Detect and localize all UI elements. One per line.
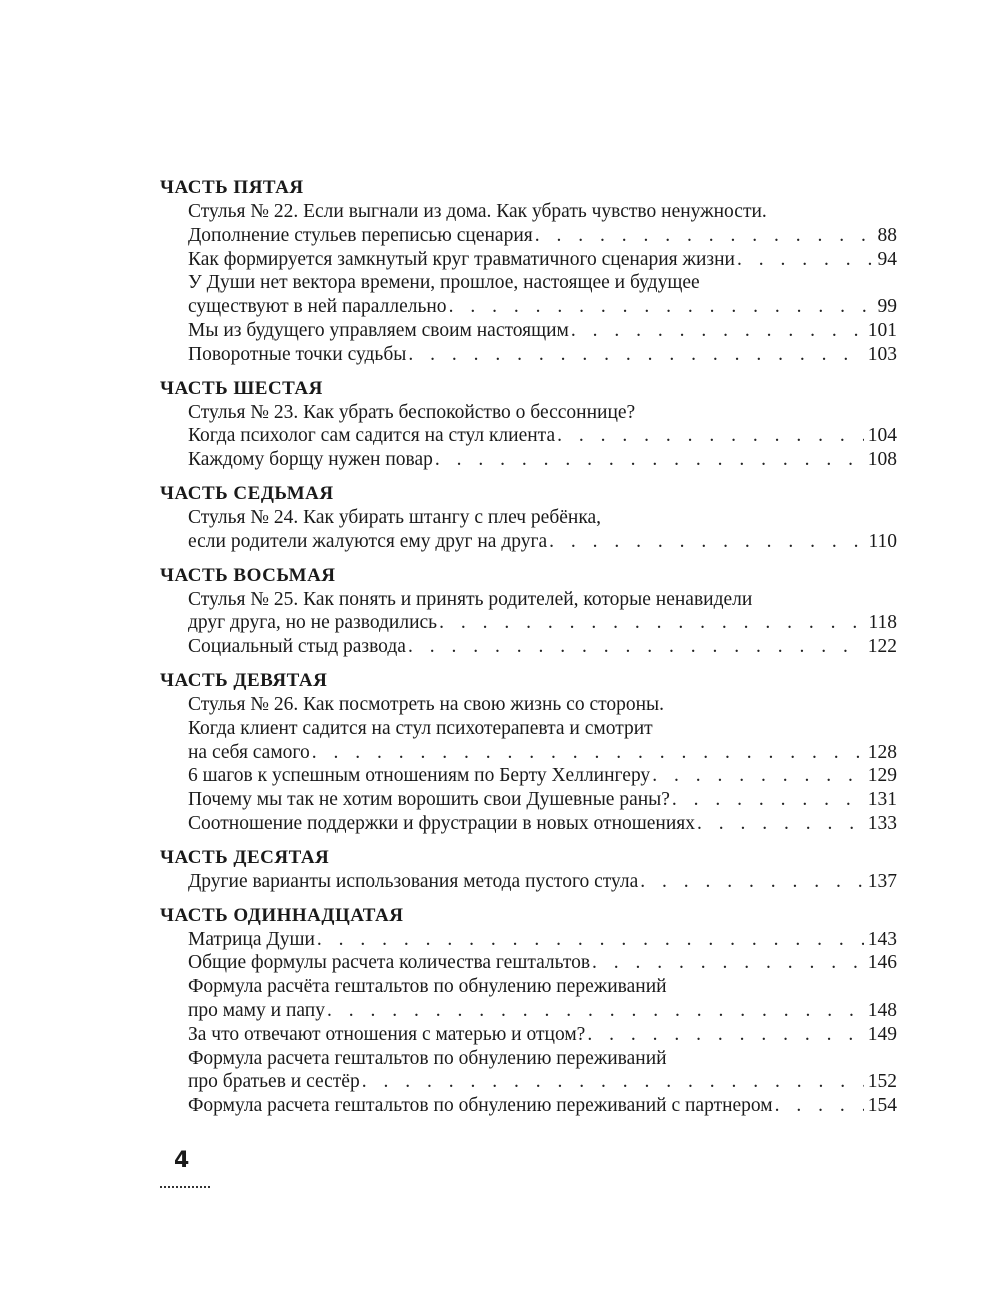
toc-entry-line [188,812,897,836]
toc-entry [188,343,897,367]
toc-entry-text: существуют в ней параллельно [188,296,447,318]
toc-entry-line [188,248,897,272]
dot-leader [557,424,864,448]
toc-entry [188,588,897,636]
toc-page-number: 104 [867,425,897,447]
toc-entry-text: Соотношение поддержки и фрустрации в новых отношениях [188,812,696,834]
toc-entry-text: Каждому борщу нужен повар [188,449,433,471]
toc-entry-text: Поворотные точки судьбы [188,343,407,365]
toc-page-number: 118 [868,612,897,634]
toc-part [160,564,897,659]
toc-entry-line: Стулья № 25. Как понять и принять родителей, которые ненавидели [188,588,753,610]
toc-entry [188,870,897,894]
toc-entry-text: Когда психолог сам садится на стул клиента [188,425,556,447]
toc-entry-line: Стулья № 22. Если выгнали из дома. Как убрать чувство ненужности. [188,201,767,222]
toc-entry-text: про маму и папу [188,999,325,1021]
toc-page-number: 149 [867,1023,897,1045]
toc-entry [188,975,897,1023]
toc-entry-text: если родители жалуются ему друг на друга [188,530,548,552]
toc-entry-line: Формула расчёта гештальтов по обнулению переживаний [188,976,667,998]
toc-page-number: 154 [867,1095,897,1117]
toc-page-number: 101 [867,319,897,341]
toc-entry-line [188,788,897,812]
toc-entry-line: Стулья № 24. Как убирать штангу с плеч ребёнка, [188,506,602,528]
toc-entry-line: Когда клиент садится на стул психотерапевта и смотрит [188,717,653,739]
toc-entry-line: Формула расчета гештальтов по обнулению переживаний [188,1047,667,1069]
toc-entry [188,635,897,659]
toc-entry [188,764,897,788]
toc-entry-text: Матрица Души [188,928,315,950]
toc-entry [188,319,897,343]
part-title: ЧАСТЬ ОДИННАДЦАТАЯ [160,904,404,926]
toc-entry-text: За что отвечают отношения с матерью и отцом? [188,1023,586,1045]
toc-entry-line [188,764,897,788]
dot-leader [327,999,864,1023]
toc-entry [188,951,897,975]
toc-page-number: 131 [867,789,897,811]
toc-part [160,482,897,554]
dot-leader [362,1070,864,1094]
page-number: 4 [174,1148,190,1173]
toc-part [160,846,897,894]
toc-entry-text: Дополнение стульев переписью сценария [188,224,533,246]
dot-leader [571,319,864,343]
toc-page-number: 143 [867,928,897,950]
toc-entry-line [188,1094,897,1118]
toc-part [160,377,897,472]
toc-entry-line [188,951,897,975]
toc-page-number: 122 [867,636,897,658]
toc-entry-line [188,611,897,635]
toc-entry-text: Социальный стыд развода [188,636,406,658]
dot-leader [672,788,864,812]
toc-entry-text: 6 шагов к успешным отношениям по Берту Хеллингеру [188,765,651,787]
toc-entry-line: Стулья № 23. Как убрать беспокойство о бессоннице? [188,401,636,423]
dot-leader [439,611,864,635]
toc-entry-line [188,870,897,894]
part-title: ЧАСТЬ СЕДЬМАЯ [160,482,334,504]
toc-page-number: 94 [877,248,897,270]
footer-dotted-rule [160,1186,210,1188]
toc-part [160,904,897,1118]
toc-entry [188,1023,897,1047]
toc-page-number: 152 [867,1071,897,1093]
toc-entry [188,448,897,472]
toc-entry [188,812,897,836]
dot-leader [775,1094,864,1118]
part-title: ЧАСТЬ ШЕСТАЯ [160,377,323,399]
toc-entry-text: Общие формулы расчета количества гештальтов [188,952,591,974]
toc-page-number: 110 [868,530,897,552]
dot-leader [449,295,874,319]
part-title: ЧАСТЬ ДЕСЯТАЯ [160,846,330,868]
toc-entry-line [188,999,897,1023]
dot-leader [408,635,864,659]
part-title: ЧАСТЬ ВОСЬМАЯ [160,564,336,586]
dot-leader [587,1023,863,1047]
toc-entry [188,271,897,319]
toc-entry-text: друг друга, но не разводились [188,612,438,634]
toc-entry-line [188,928,897,952]
toc-entry [188,1094,897,1118]
toc-entry-line [188,319,897,343]
toc-entry-line: Стулья № 26. Как посмотреть на свою жизнь со стороны. [188,693,665,715]
toc-entry-text: на себя самого [188,741,310,763]
toc-entry-text: Как формируется замкнутый круг травматичного сценария жизни [188,248,735,270]
toc-page-number: 99 [877,296,897,318]
toc-entry-line [188,295,897,319]
toc-entry [188,248,897,272]
toc-entry [188,788,897,812]
toc-entry-line [188,224,897,248]
toc-entry-text: Формула расчета гештальтов по обнулению переживаний с партнером [188,1095,773,1117]
toc-entry-text: Другие варианты использования метода пустого стула [188,870,639,892]
dot-leader [549,530,864,554]
toc-entry-line: У Души нет вектора времени, прошлое, настоящее и будущее [188,272,700,294]
toc-entry-line [188,448,897,472]
dot-leader [652,764,864,788]
toc-entry-text: Мы из будущего управляем своим настоящим [188,319,569,341]
toc-entry-text: про братьев и сестёр [188,1071,360,1093]
toc-part [160,176,897,367]
dot-leader [317,928,864,952]
toc-entry-line [188,1070,897,1094]
toc-entry-text: Почему мы так не хотим ворошить свои Душевные раны? [188,789,670,811]
toc-entry-line [188,741,897,765]
toc-entry [188,506,897,554]
toc-entry-line [188,343,897,367]
toc-entry [188,693,897,764]
toc-entry-line [188,530,897,554]
toc-entry [188,928,897,952]
dot-leader [592,951,864,975]
toc-page-number: 146 [867,952,897,974]
dot-leader [408,343,863,367]
toc-entry [188,1047,897,1095]
dot-leader [640,870,863,894]
toc-page-number: 108 [867,449,897,471]
part-title: ЧАСТЬ ПЯТАЯ [160,177,304,198]
toc-page-number: 128 [867,741,897,763]
toc-entry [188,401,897,449]
dot-leader [737,248,874,272]
toc-entry-line [188,424,897,448]
dot-leader [312,741,864,765]
toc-entry-line [188,635,897,659]
toc-entry-line [188,1023,897,1047]
toc-page-number: 88 [877,224,897,246]
toc-part [160,669,897,836]
toc-page-number: 103 [867,343,897,365]
table-of-contents [160,176,897,1128]
toc-page-number: 133 [867,812,897,834]
dot-leader [535,224,874,248]
part-title: ЧАСТЬ ДЕВЯТАЯ [160,669,328,691]
toc-page-number: 129 [867,765,897,787]
toc-entry [188,200,897,248]
dot-leader [697,812,864,836]
toc-page-number: 137 [867,870,897,892]
dot-leader [435,448,864,472]
toc-page-number: 148 [867,999,897,1021]
